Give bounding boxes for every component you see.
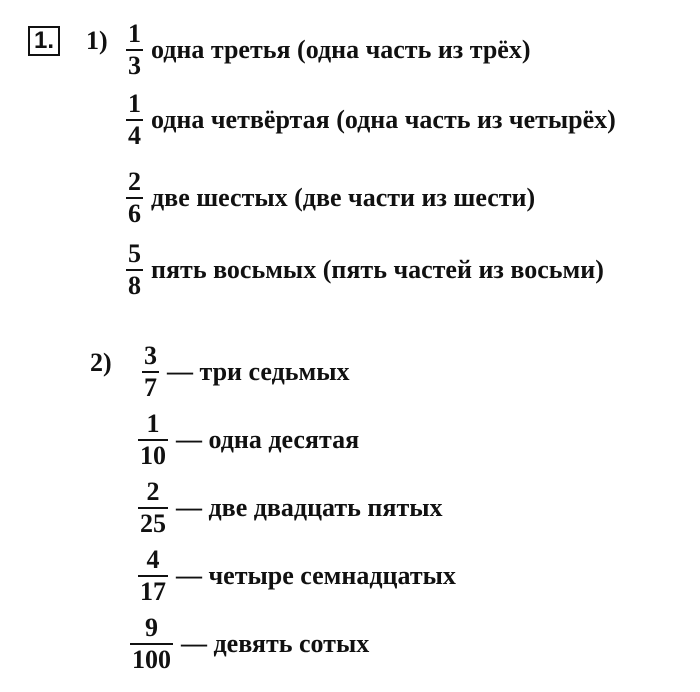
fraction-row	[126, 90, 616, 150]
fraction	[138, 411, 168, 469]
fraction-row	[138, 478, 443, 538]
numerator: 1	[146, 409, 160, 438]
fraction-row	[130, 614, 369, 674]
numerator: 1	[128, 89, 141, 118]
fraction	[126, 241, 143, 299]
fraction-description: — девять сотых	[181, 629, 370, 658]
part-1-label: 1)	[86, 26, 108, 55]
fraction-row	[142, 342, 350, 402]
fraction	[138, 547, 168, 605]
task-number-box: 1.	[28, 26, 60, 56]
fraction-description: пять восьмых (пять частей из восьми)	[151, 255, 604, 284]
denominator: 17	[140, 577, 166, 606]
denominator: 8	[128, 271, 141, 300]
numerator: 5	[128, 239, 141, 268]
fraction-row	[126, 20, 531, 80]
fraction	[126, 91, 143, 149]
numerator: 1	[128, 19, 141, 48]
fraction-description: одна третья (одна часть из трёх)	[151, 35, 531, 64]
fraction	[130, 615, 173, 673]
denominator: 25	[140, 509, 166, 538]
numerator: 2	[128, 167, 141, 196]
fraction-row	[138, 410, 359, 470]
denominator: 4	[128, 121, 141, 150]
fraction-description: — четыре семнадцатых	[176, 561, 456, 590]
fraction-description: — одна десятая	[176, 425, 360, 454]
fraction-description: — три седьмых	[167, 357, 350, 386]
fraction-row	[138, 546, 456, 606]
fraction-row	[126, 168, 535, 228]
numerator: 2	[146, 477, 160, 506]
numerator: 9	[145, 613, 158, 642]
fraction	[138, 479, 168, 537]
fraction	[126, 21, 143, 79]
numerator: 4	[146, 545, 160, 574]
fraction-row	[126, 240, 604, 300]
fraction-description: две шестых (две части из шести)	[151, 183, 536, 212]
denominator: 6	[128, 199, 141, 228]
fraction	[142, 343, 159, 401]
numerator: 3	[144, 341, 157, 370]
denominator: 3	[128, 51, 141, 80]
denominator: 10	[140, 441, 166, 470]
fraction-description: — две двадцать пятых	[176, 493, 443, 522]
denominator: 100	[132, 645, 171, 674]
denominator: 7	[144, 373, 157, 402]
fraction-description: одна четвёртая (одна часть из четырёх)	[151, 105, 616, 134]
part-2-label: 2)	[90, 348, 112, 377]
fraction	[126, 169, 143, 227]
